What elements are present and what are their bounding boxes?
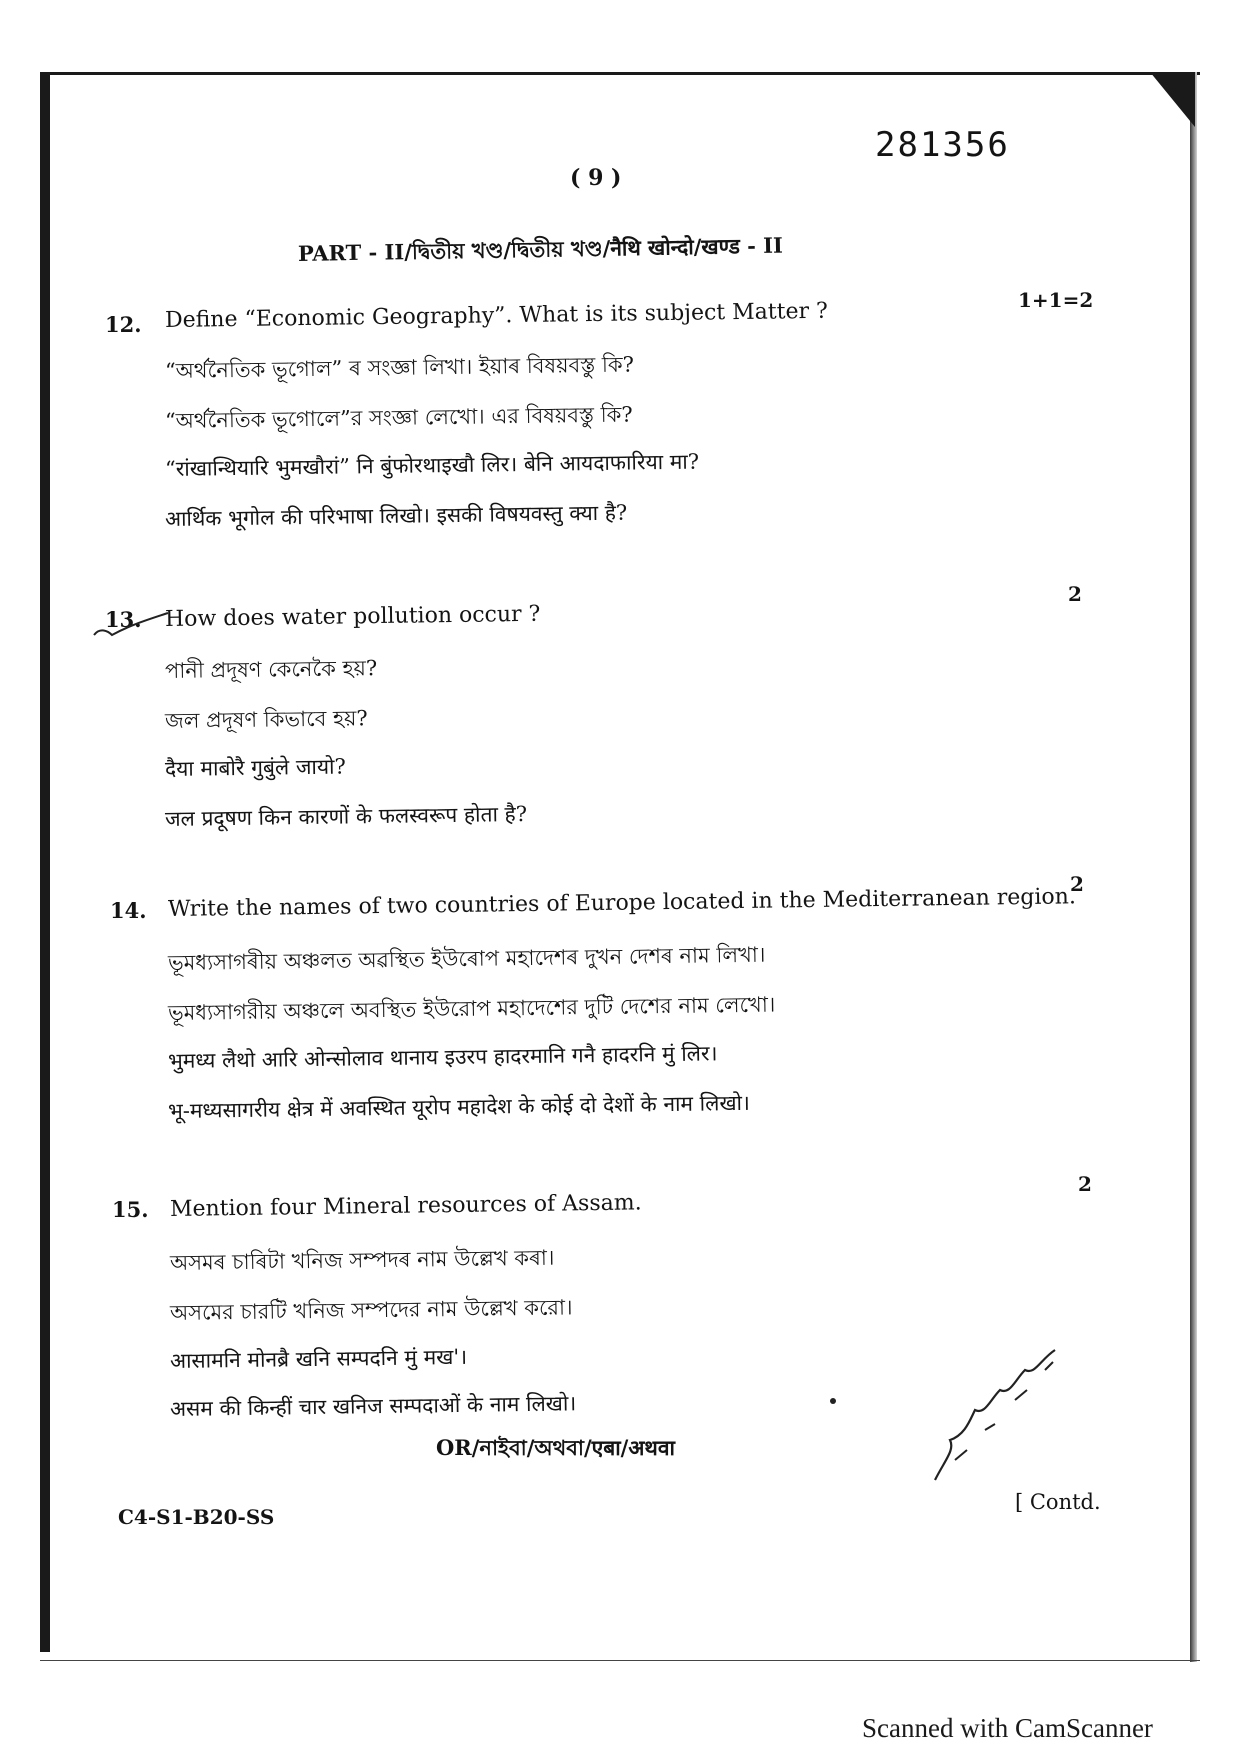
question-12-bodo: “रांखान्थियारि भुमखौरां” नि बुंफोरथाइखौ लिर। बेनि आयदाफारिया मा? [164,449,700,481]
question-12-assamese: “অৰ্থনৈতিক ভূগোল” ৰ সংজ্ঞা লিখা। ইয়াৰ বিষয়বস্তু কি? [164,352,635,383]
question-14-english: Write the names of two countries of Europe located in the Mediterranean region. [167,884,1077,922]
scan-border-right [1190,72,1197,1662]
question-14-bodo: भुमध्य लैथो आरि ओन्सोलाव थानाय इउरप हादरमानि गनै हादरनि मुं लिर। [167,1041,718,1073]
serial-number: 281356 [875,125,1010,165]
page-number: ( 9 ) [570,165,622,191]
part-heading: PART - II/দ্বিতীয় খণ্ড/দ্বিতীয় খণ্ড/नैथि खोन्दो/खण्ड - II [297,232,783,266]
question-15-bengali: অসমের চারটি খনিজ সম্পদের নাম উল্লেখ করো। [169,1295,573,1325]
question-14-bengali: ভূমধ্যসাগরীয় অঞ্চলে অবস্থিত ইউরোপ মহাদেশের দুটি দেশের নাম লেখো। [167,992,776,1025]
question-15-marks: 2 [1078,1172,1092,1196]
scan-border-top [40,72,1200,75]
question-13-number: 13. [105,607,142,632]
scan-border-left [40,72,50,1652]
question-14-marks: 2 [1070,872,1084,896]
ink-dot [830,1398,836,1404]
handwritten-signature [915,1340,1075,1490]
question-13-bengali: জল প্রদূষণ কিভাবে হয়? [164,706,368,733]
question-13-bodo: दैया माबाेरै गुबुंले जायो? [164,754,346,781]
question-15-assamese: অসমৰ চাৰিটা খনিজ সম্পদৰ নাম উল্লেখ কৰা। [169,1245,555,1275]
question-13-assamese: পানী প্ৰদূষণ কেনেকৈ হয়? [164,656,378,683]
scanner-watermark: Scanned with CamScanner [862,1713,1153,1743]
question-15-number: 15. [112,1197,149,1222]
question-15-english: Mention four Mineral resources of Assam. [169,1190,642,1222]
question-14-number: 14. [110,898,147,923]
question-15-bodo: आसामनि मोनब्रै खनि सम्पदनि मुं मख'। [169,1344,468,1373]
paper-code: C4-S1-B20-SS [118,1505,275,1529]
question-12-bengali: “অর্থনৈতিক ভূগোলে”র সংজ্ঞা লেখো। এর বিষয়বস্তু কি? [164,402,633,433]
question-12-hindi: आर्थिक भूगोल की परिभाषा लिखो। इसकी विषयवस्तु क्या है? [164,500,628,531]
pen-tick-mark [90,605,170,645]
or-separator: OR/নাইবা/অথবা/एबा/अथवा [436,1435,675,1460]
question-12-english: Define “Economic Geography”. What is its subject Matter ? [164,298,829,333]
question-12-marks: 1+1=2 [1018,288,1094,312]
question-14-assamese: ভূমধ্যসাগৰীয় অঞ্চলত অৱস্থিত ইউৰোপ মহাদেশৰ দুখন দেশৰ নাম লিখা। [167,942,766,975]
question-13-english: How does water pollution occur ? [164,601,541,632]
question-15-hindi: असम की किन्हीं चार खनिज सम्पदाओं के नाम लिखो। [169,1391,577,1421]
question-13-marks: 2 [1068,582,1082,606]
continued-label: [ Contd. [1015,1490,1101,1514]
question-14-hindi: भू-मध्यसागरीय क्षेत्र में अवस्थित यूरोप महादेश के कोई दो देशों के नाम लिखो। [167,1090,751,1123]
question-12-number: 12. [105,312,142,337]
scan-corner-fold [1150,72,1195,127]
scan-border-bottom [40,1660,1200,1661]
question-13-hindi: जल प्रदूषण किन कारणों के फलस्वरूप होता है? [164,801,528,831]
